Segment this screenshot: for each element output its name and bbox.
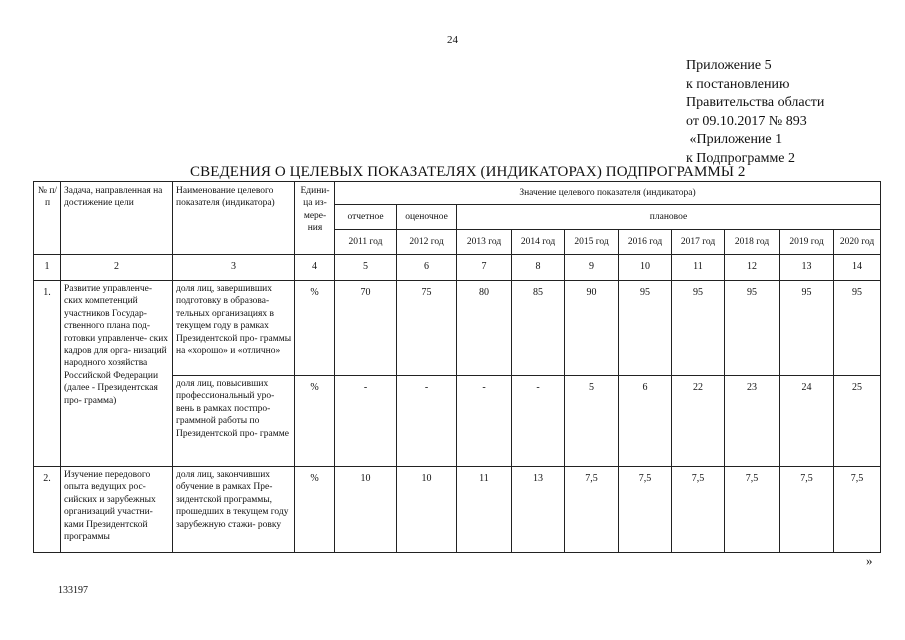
value-cell: 23 xyxy=(725,376,780,467)
value-cell: 90 xyxy=(565,281,619,376)
unit-cell: % xyxy=(295,281,335,376)
page-number: 24 xyxy=(447,34,458,46)
indicator-name: доля лиц, закончивших обучение в рамках Пре- зидентской программы, прошедших в текущем году зарубежную стажи- ровку xyxy=(173,467,295,553)
value-cell: 7,5 xyxy=(672,467,725,553)
value-cell: 95 xyxy=(834,281,881,376)
year-header: 2016 год xyxy=(619,230,672,255)
column-index: 4 xyxy=(295,255,335,281)
header-row xyxy=(34,182,881,205)
value-cell: 7,5 xyxy=(565,467,619,553)
year-header: 2018 год xyxy=(725,230,780,255)
year-header: 2019 год xyxy=(780,230,834,255)
header-value-group: Значение целевого показателя (индикатора) xyxy=(335,182,881,205)
value-cell: 95 xyxy=(780,281,834,376)
appendix-line: к Подпрограмме 2 xyxy=(686,150,796,166)
value-cell: 13 xyxy=(512,467,565,553)
table-row xyxy=(34,467,881,553)
indicators-table xyxy=(33,181,881,553)
column-index: 12 xyxy=(725,255,780,281)
value-cell: 24 xyxy=(780,376,834,467)
column-index-row xyxy=(34,255,881,281)
value-cell: 10 xyxy=(397,467,457,553)
value-cell: 10 xyxy=(335,467,397,553)
column-index: 14 xyxy=(834,255,881,281)
indicator-name: доля лиц, повысивших профессиональный уро- вень в рамках постпро- граммной работы по Президентской про- грамме xyxy=(173,376,295,467)
column-index: 13 xyxy=(780,255,834,281)
column-index: 2 xyxy=(61,255,173,281)
value-cell: - xyxy=(397,376,457,467)
appendix-line: Правительства области xyxy=(686,95,825,110)
value-cell: 25 xyxy=(834,376,881,467)
document-title: СВЕДЕНИЯ О ЦЕЛЕВЫХ ПОКАЗАТЕЛЯХ (ИНДИКАТОРАХ) ПОДПРОГРАММЫ 2 xyxy=(190,164,746,180)
appendix-line: Приложение 5 xyxy=(686,58,772,73)
column-index: 8 xyxy=(512,255,565,281)
header-indicator: Наименование целевого показателя (индикатора) xyxy=(173,182,295,255)
appendix-line: «Приложение 1 xyxy=(686,132,783,147)
row-number: 2. xyxy=(34,467,61,553)
column-index: 1 xyxy=(34,255,61,281)
value-cell: 6 xyxy=(619,376,672,467)
year-header: 2017 год xyxy=(672,230,725,255)
value-cell: - xyxy=(512,376,565,467)
closing-quote: » xyxy=(866,553,873,568)
header-planned: плановое xyxy=(457,205,881,230)
header-num: № п/п xyxy=(34,182,61,255)
value-cell: 80 xyxy=(457,281,512,376)
column-index: 10 xyxy=(619,255,672,281)
value-cell: 5 xyxy=(565,376,619,467)
value-cell: 95 xyxy=(619,281,672,376)
year-header: 2014 год xyxy=(512,230,565,255)
value-cell: - xyxy=(335,376,397,467)
appendix-block xyxy=(686,57,824,168)
column-index: 3 xyxy=(173,255,295,281)
header-reported: отчетное xyxy=(335,205,397,230)
value-cell: - xyxy=(457,376,512,467)
indicator-name: доля лиц, завершивших подготовку в образова- тельных организациях в текущем году в рамках Президентской про- граммы на «хорошо» и «отлично» xyxy=(173,281,295,376)
year-header: 2020 год xyxy=(834,230,881,255)
column-index: 5 xyxy=(335,255,397,281)
table-row xyxy=(34,281,881,376)
year-header: 2013 год xyxy=(457,230,512,255)
unit-cell: % xyxy=(295,376,335,467)
appendix-line: от 09.10.2017 № 893 xyxy=(686,113,807,129)
header-unit: Едини- ца из- мере- ния xyxy=(295,182,335,255)
column-index: 6 xyxy=(397,255,457,281)
value-cell: 11 xyxy=(457,467,512,553)
appendix-line: к постановлению xyxy=(686,76,790,92)
value-cell: 7,5 xyxy=(725,467,780,553)
value-cell: 7,5 xyxy=(619,467,672,553)
value-cell: 7,5 xyxy=(834,467,881,553)
task-cell: Изучение передового опыта ведущих рос- сийских и зарубежных организаций участни- ками Президентской программы xyxy=(61,467,173,553)
task-cell: Развитие управленче- ских компетенций участников Государ- ственного плана под- готовки управленче- ских кадров для орга- низаций народного хозяйства Российской Федерации (далее - Президентская про- грамма) xyxy=(61,281,173,467)
document-code: 133197 xyxy=(58,585,88,596)
column-index: 7 xyxy=(457,255,512,281)
value-cell: 75 xyxy=(397,281,457,376)
column-index: 9 xyxy=(565,255,619,281)
value-cell: 95 xyxy=(725,281,780,376)
value-cell: 22 xyxy=(672,376,725,467)
value-cell: 95 xyxy=(672,281,725,376)
year-header: 2011 год xyxy=(335,230,397,255)
value-cell: 7,5 xyxy=(780,467,834,553)
year-header: 2015 год xyxy=(565,230,619,255)
column-index: 11 xyxy=(672,255,725,281)
header-task: Задача, направленная на достижение цели xyxy=(61,182,173,255)
value-cell: 85 xyxy=(512,281,565,376)
unit-cell: % xyxy=(295,467,335,553)
row-number: 1. xyxy=(34,281,61,467)
header-estimated: оценочное xyxy=(397,205,457,230)
year-header: 2012 год xyxy=(397,230,457,255)
value-cell: 70 xyxy=(335,281,397,376)
